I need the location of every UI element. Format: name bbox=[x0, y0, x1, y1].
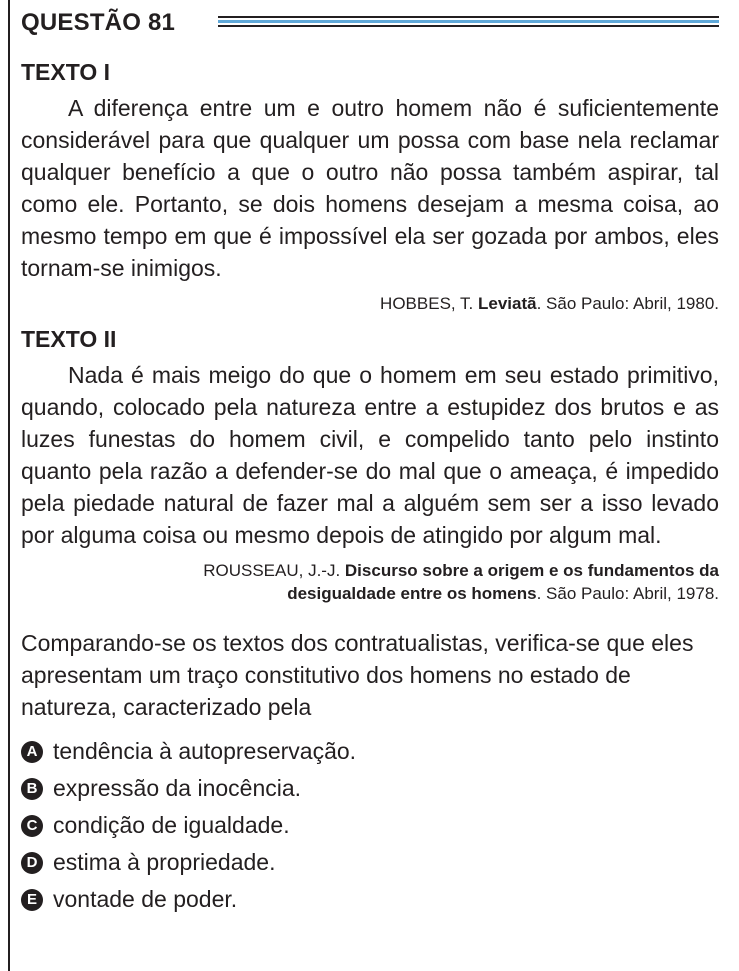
question-header bbox=[21, 0, 719, 44]
option-b[interactable] bbox=[21, 770, 719, 807]
texto-2-body: Nada é mais meigo do que o homem em seu estado primitivo, quando, colocado pela natureza entre a estupidez dos brutos e as luzes funestas do homem civil, e compelido tanto pelo instinto quanto pela razão a defender-se do mal que o ameaça, é impedido pela piedade natural de fazer mal a alguém sem ser a isso levado por alguma coisa ou mesmo depois de atingido por algum mal. bbox=[21, 362, 719, 548]
texto-1-source-author: HOBBES, T. bbox=[380, 294, 478, 313]
answer-options bbox=[21, 733, 719, 918]
texto-2-source-author: ROUSSEAU, J.-J. bbox=[203, 561, 345, 580]
texto-2-source-publisher: . São Paulo: Abril, 1978. bbox=[536, 584, 719, 603]
option-b-letter-icon: B bbox=[21, 778, 43, 800]
header-rule bbox=[218, 16, 719, 30]
texto-2-source bbox=[21, 559, 719, 605]
question-title: QUESTÃO 81 bbox=[21, 9, 176, 36]
texto-2-label: TEXTO II bbox=[21, 326, 117, 352]
header-rule-top-line bbox=[218, 16, 719, 18]
option-a[interactable] bbox=[21, 733, 719, 770]
question-content bbox=[21, 0, 719, 918]
option-c[interactable] bbox=[21, 807, 719, 844]
texto-1-body: A diferença entre um e outro homem não é suficientemente considerável para que qualquer um possa com base nela reclamar qualquer benefício a que o outro não possa também aspirar, tal como ele. Portanto, se dois homens desejam a mesma coisa, ao mesmo tempo em que é impossível ela ser gozada por ambos, eles tornam-se inimigos. bbox=[21, 95, 719, 281]
left-margin-rule bbox=[8, 0, 10, 971]
option-e-letter-icon: E bbox=[21, 889, 43, 911]
texto-1-source bbox=[21, 292, 719, 315]
option-c-text: condição de igualdade. bbox=[53, 812, 290, 838]
texto-2-section bbox=[21, 325, 719, 605]
texto-1-source-publisher: . São Paulo: Abril, 1980. bbox=[536, 294, 719, 313]
option-a-text: tendência à autopreservação. bbox=[53, 738, 357, 764]
option-c-letter-icon: C bbox=[21, 815, 43, 837]
option-d-letter-icon: D bbox=[21, 852, 43, 874]
option-a-letter-icon: A bbox=[21, 741, 43, 763]
header-rule-bottom-line bbox=[218, 25, 719, 27]
texto-1-section bbox=[21, 58, 719, 315]
option-b-text: expressão da inocência. bbox=[53, 775, 302, 801]
option-d[interactable] bbox=[21, 844, 719, 881]
texto-2-source-title: Discurso sobre a origem e os fundamentos da desigualdade entre os homens bbox=[287, 561, 719, 603]
question-stem: Comparando-se os textos dos contratualistas, verifica-se que eles apresentam um traço constitutivo dos homens no estado de natureza, caracterizado pela bbox=[21, 630, 694, 720]
option-e[interactable] bbox=[21, 881, 719, 918]
option-e-text: vontade de poder. bbox=[53, 886, 238, 912]
texto-1-label: TEXTO I bbox=[21, 59, 111, 85]
option-d-text: estima à propriedade. bbox=[53, 849, 276, 875]
texto-1-source-title: Leviatã bbox=[478, 294, 537, 313]
header-rule-accent-line bbox=[218, 20, 719, 23]
